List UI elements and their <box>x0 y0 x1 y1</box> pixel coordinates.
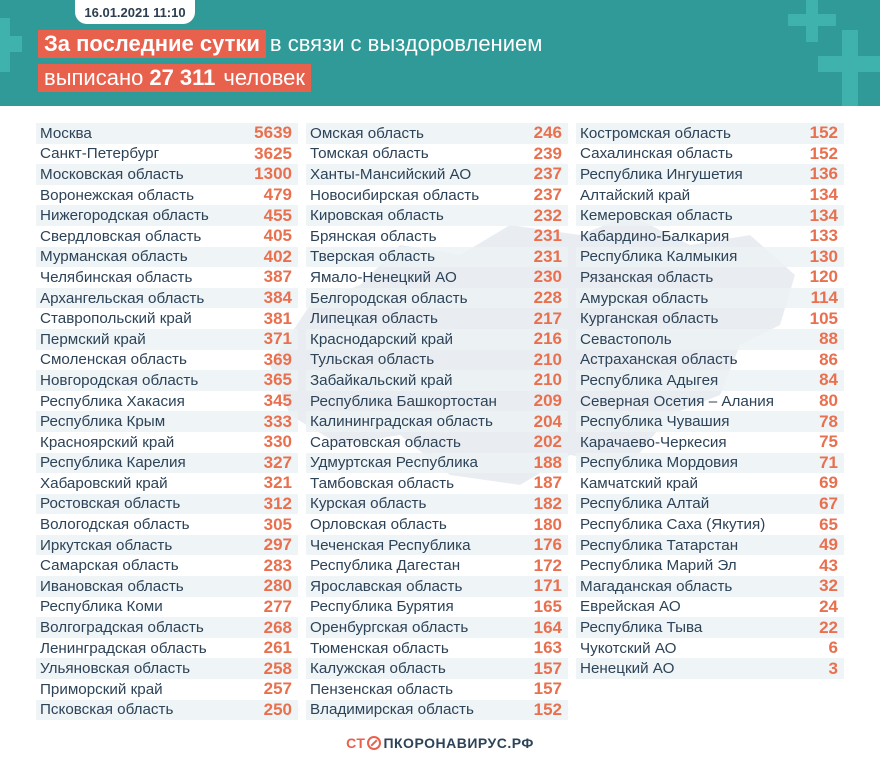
recovered-count: 130 <box>809 246 838 266</box>
region-row <box>576 535 844 556</box>
recovered-count: 210 <box>533 349 562 369</box>
recovered-count: 384 <box>263 288 292 308</box>
region-row <box>576 205 844 226</box>
region-name: Брянская область <box>310 227 437 245</box>
recovered-count: 75 <box>819 432 838 452</box>
subtitle-prefix: выписано <box>38 64 145 92</box>
recovered-count: 157 <box>533 658 562 678</box>
recovered-count: 164 <box>533 617 562 637</box>
recovered-count: 105 <box>809 308 838 328</box>
region-row <box>36 658 298 679</box>
recovered-count: 232 <box>533 205 562 225</box>
region-name: Карачаево-Черкесия <box>580 433 727 451</box>
region-name: Астраханская область <box>580 351 738 369</box>
region-row <box>36 473 298 494</box>
recovered-count: 455 <box>263 205 292 225</box>
region-row <box>306 432 568 453</box>
recovered-count: 479 <box>263 185 292 205</box>
region-name: Магаданская область <box>580 577 733 595</box>
recovered-count: 32 <box>819 576 838 596</box>
recovered-count: 152 <box>533 699 562 719</box>
recovered-count: 258 <box>263 658 292 678</box>
region-name: Амурская область <box>580 289 709 307</box>
region-name: Томская область <box>310 145 429 163</box>
recovered-count: 250 <box>263 699 292 719</box>
region-row <box>576 288 844 309</box>
region-row <box>306 288 568 309</box>
region-row <box>36 638 298 659</box>
region-row <box>306 453 568 474</box>
region-name: Мурманская область <box>40 248 188 266</box>
recovered-count: 49 <box>819 535 838 555</box>
region-name: Ханты-Мансийский АО <box>310 165 472 183</box>
recovered-count: 165 <box>533 596 562 616</box>
region-name: Кемеровская область <box>580 207 733 225</box>
region-row <box>576 123 844 144</box>
region-row <box>576 370 844 391</box>
recovered-count: 216 <box>533 329 562 349</box>
recovered-count: 6 <box>828 638 838 658</box>
region-row <box>36 226 298 247</box>
region-row <box>576 597 844 618</box>
region-name: Чеченская Республика <box>310 536 471 554</box>
recovered-count: 246 <box>533 123 562 143</box>
region-name: Приморский край <box>40 680 163 698</box>
region-row <box>306 247 568 268</box>
region-row <box>36 453 298 474</box>
region-row <box>36 164 298 185</box>
recovered-count: 152 <box>809 123 838 143</box>
region-row <box>306 144 568 165</box>
plus-decoration-icon <box>818 30 880 106</box>
region-name: Ямало-Ненецкий АО <box>310 268 457 286</box>
stop-virus-icon <box>367 736 381 750</box>
recovered-count: 67 <box>819 493 838 513</box>
region-row <box>36 576 298 597</box>
region-name: Тульская область <box>310 351 435 369</box>
region-row <box>576 267 844 288</box>
region-name: Республика Марий Эл <box>580 557 737 575</box>
recovered-count: 209 <box>533 391 562 411</box>
region-row <box>36 514 298 535</box>
region-row <box>306 267 568 288</box>
recovered-count: 333 <box>263 411 292 431</box>
region-row <box>576 308 844 329</box>
recovered-count: 228 <box>533 288 562 308</box>
recovered-count: 69 <box>819 473 838 493</box>
recovered-count: 80 <box>819 391 838 411</box>
recovered-count: 120 <box>809 267 838 287</box>
region-name: Республика Чувашия <box>580 413 730 431</box>
region-name: Республика Башкортостан <box>310 392 497 410</box>
region-row <box>306 658 568 679</box>
region-row <box>36 288 298 309</box>
region-row <box>576 638 844 659</box>
region-name: Иркутская область <box>40 536 173 554</box>
region-row <box>36 185 298 206</box>
region-name: Рязанская область <box>580 268 714 286</box>
region-name: Новгородская область <box>40 371 199 389</box>
region-row <box>36 617 298 638</box>
region-name: Тамбовская область <box>310 474 455 492</box>
recovered-count: 43 <box>819 555 838 575</box>
region-row <box>36 205 298 226</box>
region-name: Архангельская область <box>40 289 205 307</box>
recovered-count: 345 <box>263 391 292 411</box>
region-row <box>306 350 568 371</box>
region-name: Самарская область <box>40 557 179 575</box>
region-name: Московская область <box>40 165 184 183</box>
recovered-count: 321 <box>263 473 292 493</box>
region-row <box>576 658 844 679</box>
region-row <box>306 597 568 618</box>
recovered-count: 78 <box>819 411 838 431</box>
region-row <box>306 411 568 432</box>
recovered-count: 405 <box>263 226 292 246</box>
recovered-count: 65 <box>819 514 838 534</box>
region-row <box>36 411 298 432</box>
region-name: Республика Калмыкия <box>580 248 738 266</box>
region-name: Северная Осетия – Алания <box>580 392 774 410</box>
region-name: Республика Алтай <box>580 495 710 513</box>
region-name: Краснодарский край <box>310 330 454 348</box>
recovered-count: 237 <box>533 164 562 184</box>
region-name: Смоленская область <box>40 351 187 369</box>
title-highlight: За последние сутки <box>38 30 266 58</box>
region-row <box>306 700 568 721</box>
recovered-count: 133 <box>809 226 838 246</box>
recovered-count: 261 <box>263 638 292 658</box>
region-row <box>36 370 298 391</box>
region-row <box>36 329 298 350</box>
region-name: Камчатский край <box>580 474 698 492</box>
region-name: Пензенская область <box>310 680 454 698</box>
region-name: Вологодская область <box>40 516 190 534</box>
region-name: Республика Адыгея <box>580 371 719 389</box>
page-title <box>38 30 546 58</box>
region-name: Кировская область <box>310 207 444 225</box>
recovered-count: 71 <box>819 452 838 472</box>
region-name: Липецкая область <box>310 310 438 328</box>
recovered-count: 172 <box>533 555 562 575</box>
recovered-count: 86 <box>819 349 838 369</box>
recovered-count: 217 <box>533 308 562 328</box>
recovered-count: 280 <box>263 576 292 596</box>
recovered-count: 202 <box>533 432 562 452</box>
recovered-count: 163 <box>533 638 562 658</box>
recovered-count: 187 <box>533 473 562 493</box>
region-name: Орловская область <box>310 516 447 534</box>
region-row <box>306 391 568 412</box>
recovered-count: 210 <box>533 370 562 390</box>
region-name: Калининградская область <box>310 413 493 431</box>
recovered-count: 305 <box>263 514 292 534</box>
region-name: Ставропольский край <box>40 310 192 328</box>
recovered-count: 84 <box>819 370 838 390</box>
region-row <box>306 494 568 515</box>
region-name: Республика Мордовия <box>580 454 738 472</box>
region-name: Алтайский край <box>580 186 691 204</box>
region-name: Севастополь <box>580 330 672 348</box>
region-name: Новосибирская область <box>310 186 480 204</box>
region-name: Республика Саха (Якутия) <box>580 516 766 534</box>
recovered-count: 330 <box>263 432 292 452</box>
recovered-count: 381 <box>263 308 292 328</box>
region-name: Омская область <box>310 124 424 142</box>
region-row <box>576 617 844 638</box>
region-row <box>576 350 844 371</box>
recovered-count: 157 <box>533 679 562 699</box>
recovered-total: 27 311 <box>145 64 219 92</box>
recovered-count: 231 <box>533 226 562 246</box>
stopcoronavirus-logo <box>0 732 880 754</box>
region-row <box>306 226 568 247</box>
recovered-count: 365 <box>263 370 292 390</box>
region-name: Костромская область <box>580 124 731 142</box>
recovered-count: 3625 <box>254 143 292 163</box>
region-row <box>306 617 568 638</box>
region-row <box>306 638 568 659</box>
region-row <box>576 411 844 432</box>
region-row <box>36 535 298 556</box>
region-name: Республика Крым <box>40 413 166 431</box>
region-name: Оренбургская область <box>310 619 469 637</box>
region-name: Саратовская область <box>310 433 461 451</box>
recovered-count: 136 <box>809 164 838 184</box>
region-name: Пермский край <box>40 330 146 348</box>
region-name: Тюменская область <box>310 639 449 657</box>
recovered-count: 176 <box>533 535 562 555</box>
region-name: Забайкальский край <box>310 371 453 389</box>
region-name: Республика Ингушетия <box>580 165 743 183</box>
region-name: Санкт-Петербург <box>40 145 160 163</box>
region-name: Ярославская область <box>310 577 463 595</box>
logo-text-end: ПКОРОНАВИРУС.РФ <box>383 735 534 751</box>
recovered-count: 327 <box>263 452 292 472</box>
region-row <box>576 185 844 206</box>
region-row <box>576 473 844 494</box>
region-name: Республика Дагестан <box>310 557 461 575</box>
header-banner <box>0 0 880 106</box>
logo-text-start: СТ <box>346 735 366 751</box>
recovered-count: 231 <box>533 246 562 266</box>
region-row <box>306 185 568 206</box>
recovered-count: 134 <box>809 185 838 205</box>
region-name: Хабаровский край <box>40 474 168 492</box>
region-row <box>306 576 568 597</box>
region-name: Республика Хакасия <box>40 392 185 410</box>
recovered-count: 297 <box>263 535 292 555</box>
page-subtitle <box>38 64 311 92</box>
region-row <box>36 123 298 144</box>
region-column-1 <box>36 123 298 720</box>
region-name: Удмуртская Республика <box>310 454 478 472</box>
region-row <box>576 514 844 535</box>
recovered-count: 204 <box>533 411 562 431</box>
region-row <box>306 535 568 556</box>
region-name: Ростовская область <box>40 495 181 513</box>
recovered-count: 3 <box>828 658 838 678</box>
region-row <box>306 164 568 185</box>
region-name: Волгоградская область <box>40 619 204 637</box>
title-rest: в связи с выздоровлением <box>269 31 543 56</box>
recovered-count: 5639 <box>254 123 292 143</box>
region-row <box>36 350 298 371</box>
region-row <box>36 144 298 165</box>
region-row <box>576 555 844 576</box>
region-name: Республика Татарстан <box>580 536 739 554</box>
region-row <box>306 473 568 494</box>
region-row <box>576 391 844 412</box>
recovered-count: 283 <box>263 555 292 575</box>
region-name: Республика Бурятия <box>310 598 454 616</box>
region-name: Свердловская область <box>40 227 202 245</box>
region-row <box>576 226 844 247</box>
region-row <box>36 555 298 576</box>
region-row <box>36 494 298 515</box>
region-row <box>36 700 298 721</box>
region-name: Республика Карелия <box>40 454 186 472</box>
recovered-count: 387 <box>263 267 292 287</box>
region-row <box>36 267 298 288</box>
recovered-count: 171 <box>533 576 562 596</box>
recovered-count: 277 <box>263 596 292 616</box>
recovered-count: 257 <box>263 679 292 699</box>
region-row <box>36 308 298 329</box>
recovered-count: 268 <box>263 617 292 637</box>
region-name: Ленинградская область <box>40 639 207 657</box>
recovered-count: 22 <box>819 617 838 637</box>
recovered-count: 180 <box>533 514 562 534</box>
region-row <box>576 453 844 474</box>
region-name: Республика Коми <box>40 598 163 616</box>
recovered-count: 114 <box>810 288 838 308</box>
region-name: Ивановская область <box>40 577 184 595</box>
region-name: Москва <box>40 124 92 142</box>
recovered-count: 134 <box>809 205 838 225</box>
region-name: Псковская область <box>40 701 174 719</box>
region-name: Воронежская область <box>40 186 194 204</box>
recovered-count: 24 <box>819 596 838 616</box>
recovered-count: 1300 <box>254 164 292 184</box>
recovered-count: 88 <box>819 329 838 349</box>
subtitle-suffix: человек <box>219 64 311 92</box>
recovered-count: 230 <box>533 267 562 287</box>
region-row <box>36 432 298 453</box>
region-row <box>576 576 844 597</box>
region-name: Республика Тыва <box>580 619 703 637</box>
region-column-2 <box>306 123 568 720</box>
region-row <box>306 514 568 535</box>
region-row <box>36 391 298 412</box>
recovered-count: 402 <box>263 246 292 266</box>
region-name: Челябинская область <box>40 268 193 286</box>
region-row <box>576 247 844 268</box>
region-name: Сахалинская область <box>580 145 733 163</box>
region-name: Курганская область <box>580 310 719 328</box>
region-row <box>576 144 844 165</box>
recovered-count: 239 <box>533 143 562 163</box>
region-name: Еврейская АО <box>580 598 681 616</box>
region-row <box>576 164 844 185</box>
region-name: Чукотский АО <box>580 639 677 657</box>
region-name: Владимирская область <box>310 701 474 719</box>
region-name: Ненецкий АО <box>580 660 675 678</box>
recovered-count: 371 <box>263 329 292 349</box>
recovered-count: 188 <box>533 452 562 472</box>
region-name: Тверская область <box>310 248 436 266</box>
recovered-count: 237 <box>533 185 562 205</box>
date-label: 16.01.2021 11:10 <box>75 0 195 24</box>
region-row <box>36 597 298 618</box>
region-row <box>36 679 298 700</box>
region-name: Красноярский край <box>40 433 175 451</box>
region-row <box>36 247 298 268</box>
region-row <box>306 679 568 700</box>
region-row <box>306 123 568 144</box>
region-row <box>306 370 568 391</box>
region-name: Курская область <box>310 495 427 513</box>
region-row <box>306 329 568 350</box>
recovered-count: 152 <box>809 143 838 163</box>
recovered-count: 182 <box>533 493 562 513</box>
region-row <box>306 555 568 576</box>
region-row <box>576 329 844 350</box>
recovered-count: 369 <box>263 349 292 369</box>
region-name: Ульяновская область <box>40 660 191 678</box>
region-row <box>306 308 568 329</box>
recovered-count: 312 <box>263 493 292 513</box>
region-name: Калужская область <box>310 660 446 678</box>
region-row <box>576 494 844 515</box>
region-row <box>306 205 568 226</box>
region-row <box>576 432 844 453</box>
region-column-3 <box>576 123 844 679</box>
region-name: Белгородская область <box>310 289 468 307</box>
region-name: Нижегородская область <box>40 207 209 225</box>
region-name: Кабардино-Балкария <box>580 227 730 245</box>
